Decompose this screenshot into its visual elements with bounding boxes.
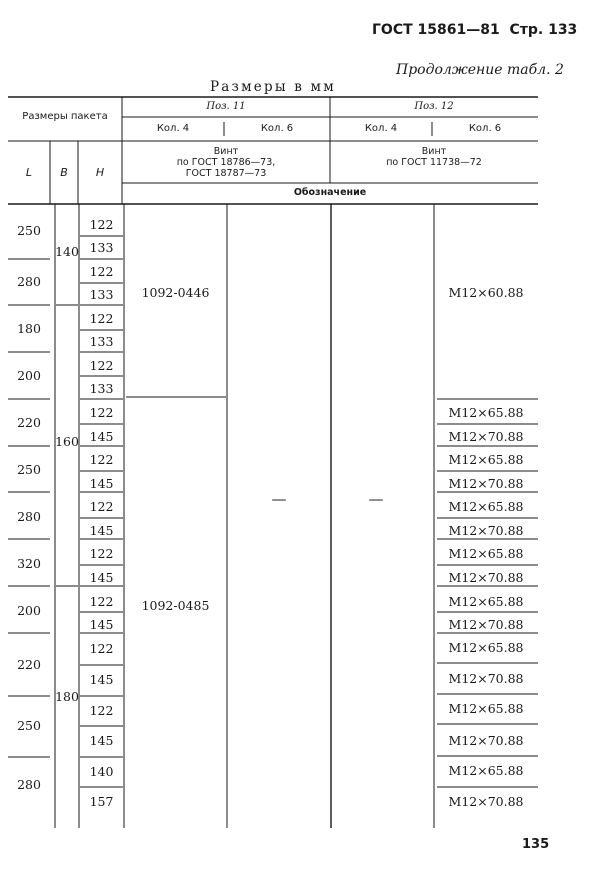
H-value: 145	[89, 570, 114, 585]
H-value: 122	[89, 594, 114, 609]
H-value: 122	[89, 452, 114, 467]
pos12-designation: M12×65.88	[448, 763, 524, 778]
H-value: 122	[89, 405, 114, 420]
pos12-designation: M12×65.88	[448, 701, 524, 716]
pos12-designation: M12×65.88	[448, 499, 524, 514]
H-value: 122	[89, 499, 114, 514]
pos11-designation: 1092-0485	[141, 598, 210, 613]
page-number: 135	[522, 837, 550, 852]
pos12-designation: M12×70.88	[448, 794, 524, 809]
pos12-qty4-header: Кол. 4	[364, 123, 398, 134]
pos12-designation: M12×65.88	[448, 640, 524, 655]
H-value: 122	[89, 546, 114, 561]
pos12-designation: M12×70.88	[448, 523, 524, 538]
units-caption: Размеры в мм	[210, 79, 336, 95]
col-B-header: B	[60, 166, 68, 179]
pos12-screw-line-2: по ГОСТ 11738—72	[386, 157, 482, 168]
pos12-designation: M12×70.88	[448, 671, 524, 686]
pos11-qty4-header: Кол. 4	[156, 123, 190, 134]
L-value: 220	[17, 415, 41, 430]
L-value: 180	[17, 321, 41, 336]
B-value: 160	[55, 434, 79, 449]
pos11-screw-line-2: по ГОСТ 18786—73,	[176, 157, 276, 168]
L-value: 200	[17, 368, 41, 383]
H-value: 145	[89, 733, 114, 748]
pos12-designation: M12×65.88	[448, 405, 524, 420]
H-value: 122	[89, 217, 114, 232]
standard-number: ГОСТ 15861—81	[372, 22, 500, 38]
pos12-qty6-header: Кол. 6	[468, 123, 502, 134]
L-value: 280	[17, 509, 41, 524]
H-value: 133	[89, 381, 114, 396]
H-value: 145	[89, 523, 114, 538]
pos12-designation: M12×70.88	[448, 429, 524, 444]
H-value: 122	[89, 311, 114, 326]
pos12-designation: M12×65.88	[448, 546, 524, 561]
pos12-designation: M12×65.88	[448, 594, 524, 609]
pos12-designation: M12×70.88	[448, 733, 524, 748]
L-value: 250	[17, 223, 41, 238]
B-value: 180	[55, 689, 79, 704]
pos11-screw-line-3: ГОСТ 18787—73	[185, 168, 267, 179]
designation-header: Обозначение	[293, 187, 367, 198]
H-value: 122	[89, 641, 114, 656]
table-continuation-caption: Продолжение табл. 2	[396, 62, 564, 78]
pos12-designation: M12×60.88	[448, 285, 524, 300]
H-value: 133	[89, 287, 114, 302]
L-value: 320	[17, 556, 41, 571]
pos11-screw-spec	[122, 146, 330, 179]
page-label: Стр. 133	[509, 22, 578, 38]
pos11-screw-line-1: Винт	[213, 146, 239, 157]
pos12-screw-line-1: Винт	[421, 146, 447, 157]
H-value: 157	[89, 794, 114, 809]
package-dimensions-header: Размеры пакета	[22, 111, 108, 122]
col-L-header: L	[25, 166, 33, 179]
H-value: 133	[89, 334, 114, 349]
pos11-qty6-dash: —	[271, 490, 287, 508]
H-value: 145	[89, 617, 114, 632]
H-value: 140	[89, 764, 114, 779]
col-H-header: H	[95, 166, 105, 179]
pos11-header: Поз. 11	[206, 101, 246, 112]
H-value: 122	[89, 358, 114, 373]
L-value: 200	[17, 603, 41, 618]
L-value: 220	[17, 657, 41, 672]
L-value: 280	[17, 274, 41, 289]
H-value: 145	[89, 429, 114, 444]
pos12-designation: M12×65.88	[448, 452, 524, 467]
pos12-screw-spec	[330, 146, 538, 168]
pos11-qty6-header: Кол. 6	[260, 123, 294, 134]
H-value: 122	[89, 703, 114, 718]
pos12-designation: M12×70.88	[448, 476, 524, 491]
H-value: 122	[89, 264, 114, 279]
B-value: 140	[55, 244, 79, 259]
L-value: 250	[17, 462, 41, 477]
L-value: 280	[17, 777, 41, 792]
pos12-designation: M12×70.88	[448, 617, 524, 632]
H-value: 145	[89, 672, 114, 687]
H-value: 145	[89, 476, 114, 491]
pos12-qty4-dash: —	[368, 490, 384, 508]
H-value: 133	[89, 240, 114, 255]
L-value: 250	[17, 718, 41, 733]
pos12-header: Поз. 12	[414, 101, 454, 112]
pos11-designation: 1092-0446	[141, 285, 210, 300]
pos12-designation: M12×70.88	[448, 570, 524, 585]
